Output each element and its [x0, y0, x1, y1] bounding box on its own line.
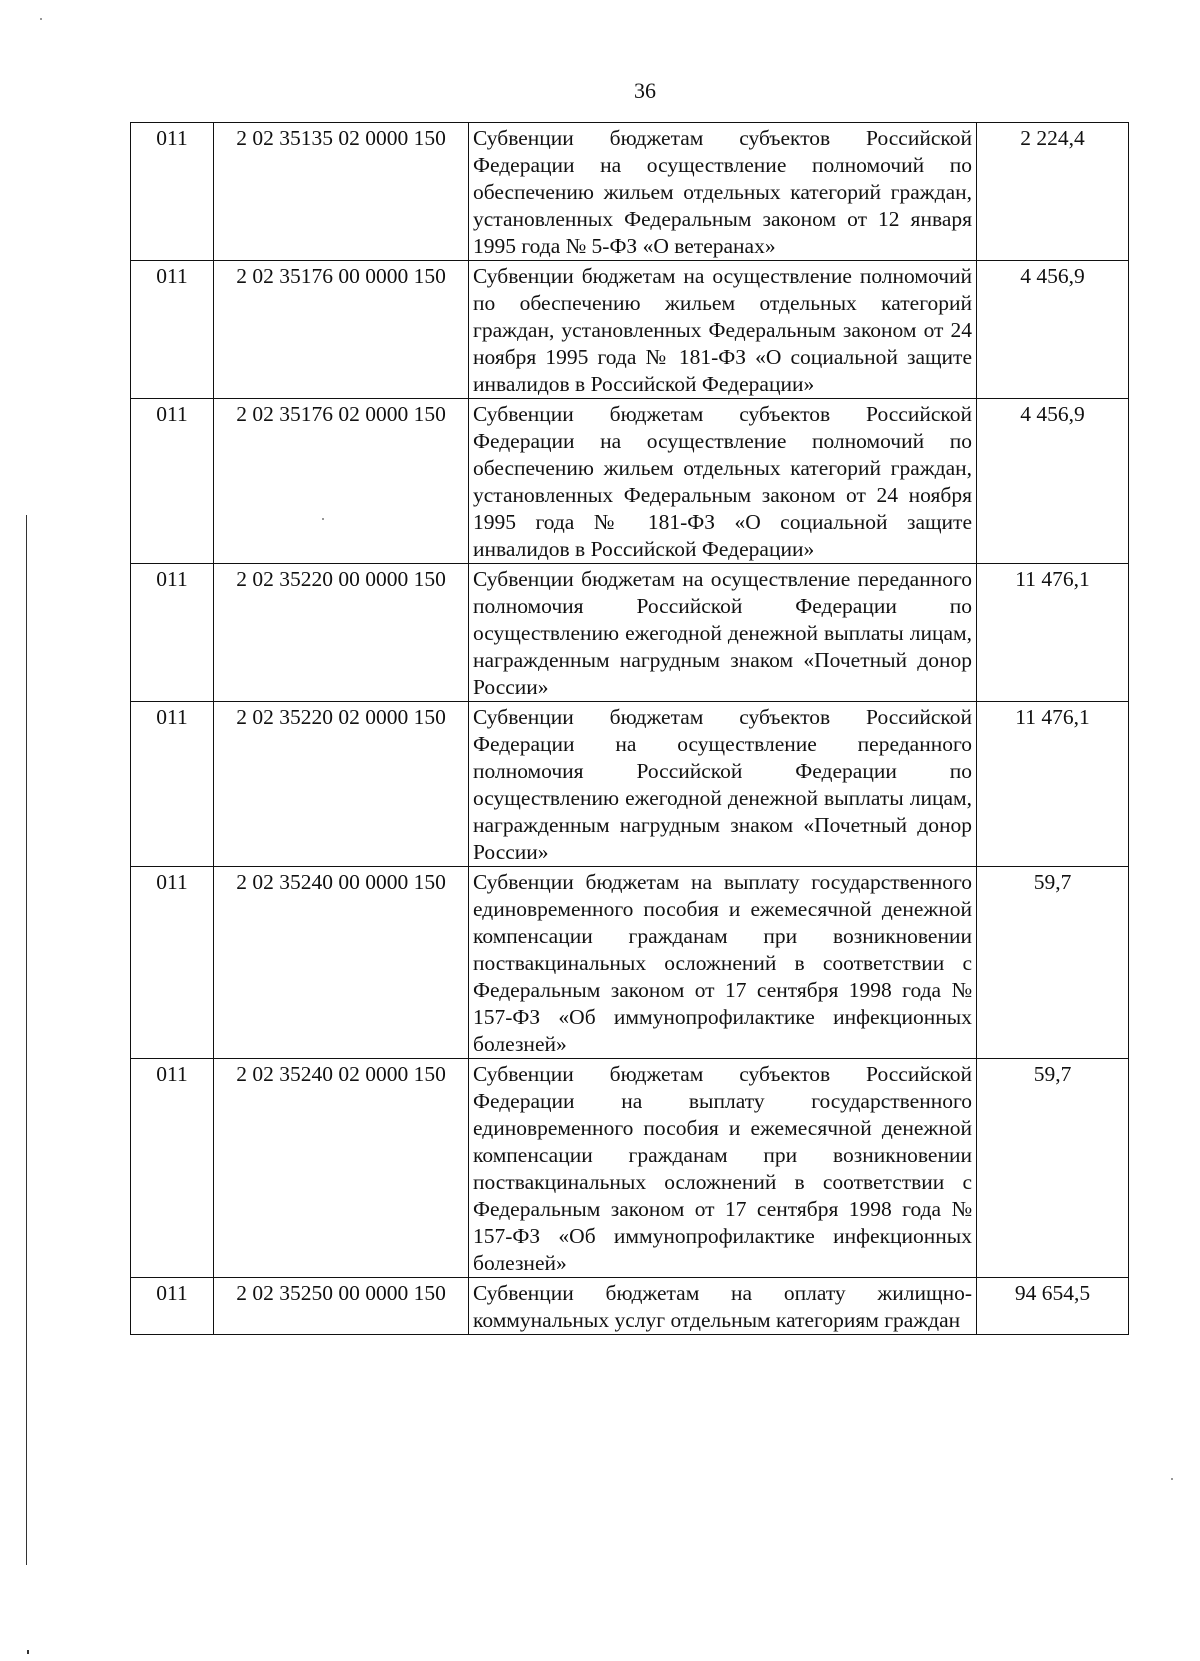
revenue-name-cell: Субвенции бюджетам субъектов Российской Федерации на выплату государственного единовременного пособия и ежемесячной денежной компенсации гражданам при возникновении поствакцинальных осложнений в соответствии с Федеральным законом от 17 сентября 1998 года № 157-ФЗ «Об иммунопрофилактике инфекционных болезней»: [469, 1059, 977, 1278]
amount-cell: 4 456,9: [977, 399, 1129, 564]
revenue-name-cell: Субвенции бюджетам субъектов Российской Федерации на осуществление полномочий по обеспечению жильем отдельных категорий граждан, установленных Федеральным законом от 24 ноября 1995 года № 181-ФЗ «О социальной защите инвалидов в Российской Федерации»: [469, 399, 977, 564]
budget-revenue-table: [130, 122, 1129, 1335]
budget-classification-code-cell: 2 02 35240 02 0000 150: [214, 1059, 469, 1278]
binding-margin-line: [26, 515, 27, 1565]
page-number: 36: [634, 78, 656, 103]
admin-code-cell: 011: [131, 261, 214, 399]
admin-code-cell: 011: [131, 702, 214, 867]
binding-margin-mark: [27, 1650, 29, 1654]
table-body: [131, 123, 1129, 1335]
admin-code-cell: 011: [131, 1059, 214, 1278]
revenue-name-cell: Субвенции бюджетам на осуществление переданного полномочия Российской Федерации по осуществлению ежегодной денежной выплаты лицам, награжденным нагрудным знаком «Почетный донор России»: [469, 564, 977, 702]
budget-classification-code-cell: 2 02 35250 00 0000 150: [214, 1278, 469, 1335]
admin-code-cell: 011: [131, 564, 214, 702]
budget-classification-code-cell: 2 02 35135 02 0000 150: [214, 123, 469, 261]
amount-cell: 11 476,1: [977, 702, 1129, 867]
table-row: [131, 564, 1129, 702]
revenue-name-cell: Субвенции бюджетам субъектов Российской Федерации на осуществление переданного полномочия Российской Федерации по осуществлению ежегодной денежной выплаты лицам, награжденным нагрудным знаком «Почетный донор России»: [469, 702, 977, 867]
amount-cell: 94 654,5: [977, 1278, 1129, 1335]
admin-code-cell: 011: [131, 123, 214, 261]
budget-classification-code-cell: 2 02 35220 02 0000 150: [214, 702, 469, 867]
scan-speck: [1171, 1478, 1173, 1480]
revenue-name-cell: Субвенции бюджетам на выплату государственного единовременного пособия и ежемесячной денежной компенсации гражданам при возникновении поствакцинальных осложнений в соответствии с Федеральным законом от 17 сентября 1998 года № 157-ФЗ «Об иммунопрофилактике инфекционных болезней»: [469, 867, 977, 1059]
amount-cell: 4 456,9: [977, 261, 1129, 399]
revenue-name-cell: Субвенции бюджетам субъектов Российской Федерации на осуществление полномочий по обеспечению жильем отдельных категорий граждан, установленных Федеральным законом от 12 января 1995 года № 5-ФЗ «О ветеранах»: [469, 123, 977, 261]
budget-classification-code-cell: 2 02 35176 02 0000 150: [214, 399, 469, 564]
amount-cell: 2 224,4: [977, 123, 1129, 261]
table-row: [131, 867, 1129, 1059]
table-row: [131, 1059, 1129, 1278]
revenue-name-cell: Субвенции бюджетам на осуществление полномочий по обеспечению жильем отдельных категорий граждан, установленных Федеральным законом от 24 ноября 1995 года № 181-ФЗ «О социальной защите инвалидов в Российской Федерации»: [469, 261, 977, 399]
table-row: [131, 399, 1129, 564]
scan-speck: [40, 18, 42, 20]
admin-code-cell: 011: [131, 867, 214, 1059]
admin-code-cell: 011: [131, 1278, 214, 1335]
table-row: [131, 123, 1129, 261]
budget-classification-code-cell: 2 02 35220 00 0000 150: [214, 564, 469, 702]
admin-code-cell: 011: [131, 399, 214, 564]
amount-cell: 59,7: [977, 867, 1129, 1059]
amount-cell: 11 476,1: [977, 564, 1129, 702]
table-row: [131, 702, 1129, 867]
amount-cell: 59,7: [977, 1059, 1129, 1278]
table-row: [131, 1278, 1129, 1335]
budget-classification-code-cell: 2 02 35176 00 0000 150: [214, 261, 469, 399]
revenue-name-cell: Субвенции бюджетам на оплату жилищно-коммунальных услуг отдельным категориям граждан: [469, 1278, 977, 1335]
table-row: [131, 261, 1129, 399]
budget-classification-code-cell: 2 02 35240 00 0000 150: [214, 867, 469, 1059]
